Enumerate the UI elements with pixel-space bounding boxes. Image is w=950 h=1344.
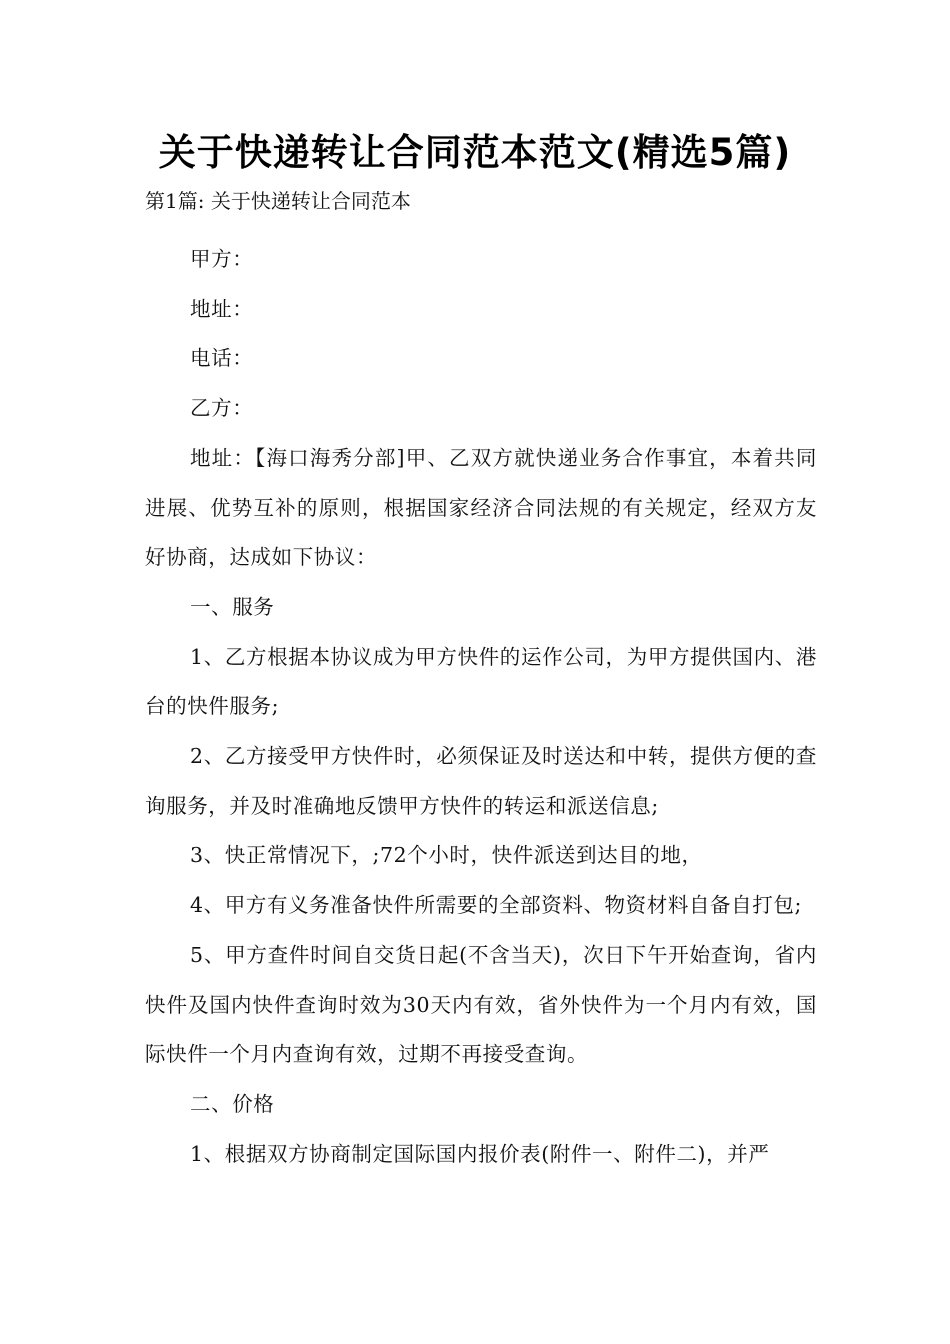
paragraph-party-a: 甲方： [190, 247, 254, 271]
paragraph-address-b: 地址：【海口海秀分部]甲、乙双方就快递业务合作事宜，本着共同进展、优势互补的原则，根据国家经济合同法规的有关规定，经双方友好协商，达成如下协议： [145, 445, 817, 570]
section-heading: 第1篇: 关于快递转让合同范本 [145, 189, 411, 213]
clause-price-1: 1、根据双方协商制定国际国内报价表(附件一、附件二)，并严 [190, 1141, 770, 1166]
clause-service-3: 3、快正常情况下，;72个小时，快件派送到达目的地， [190, 843, 703, 868]
document-body [145, 235, 817, 1179]
paragraph-phone: 电话： [190, 346, 254, 371]
clause-service-2: 2、乙方接受甲方快件时，必须保证及时送达和中转，提供方便的查询服务，并及时准确地反馈甲方快件的转运和派送信息; [145, 744, 817, 818]
heading-service: 一、服务 [190, 594, 275, 619]
document-title: 关于快递转让合同范本范文(精选5篇) [158, 131, 792, 174]
paragraph-party-b: 乙方： [190, 396, 254, 421]
paragraph-address-a: 地址： [190, 296, 254, 321]
clause-service-1: 1、乙方根据本协议成为甲方快件的运作公司，为甲方提供国内、港台的快件服务; [145, 644, 817, 719]
heading-price: 二、价格 [190, 1091, 275, 1116]
clause-service-5: 5、甲方查件时间自交货日起(不含当天)，次日下午开始查询，省内快件及国内快件查询时效为30天内有效，省外快件为一个月内有效，国际快件一个月内查询有效，过期不再接受查询。 [145, 942, 817, 1067]
clause-service-4: 4、甲方有义务准备快件所需要的全部资料、物资材料自备自打包; [190, 893, 802, 918]
